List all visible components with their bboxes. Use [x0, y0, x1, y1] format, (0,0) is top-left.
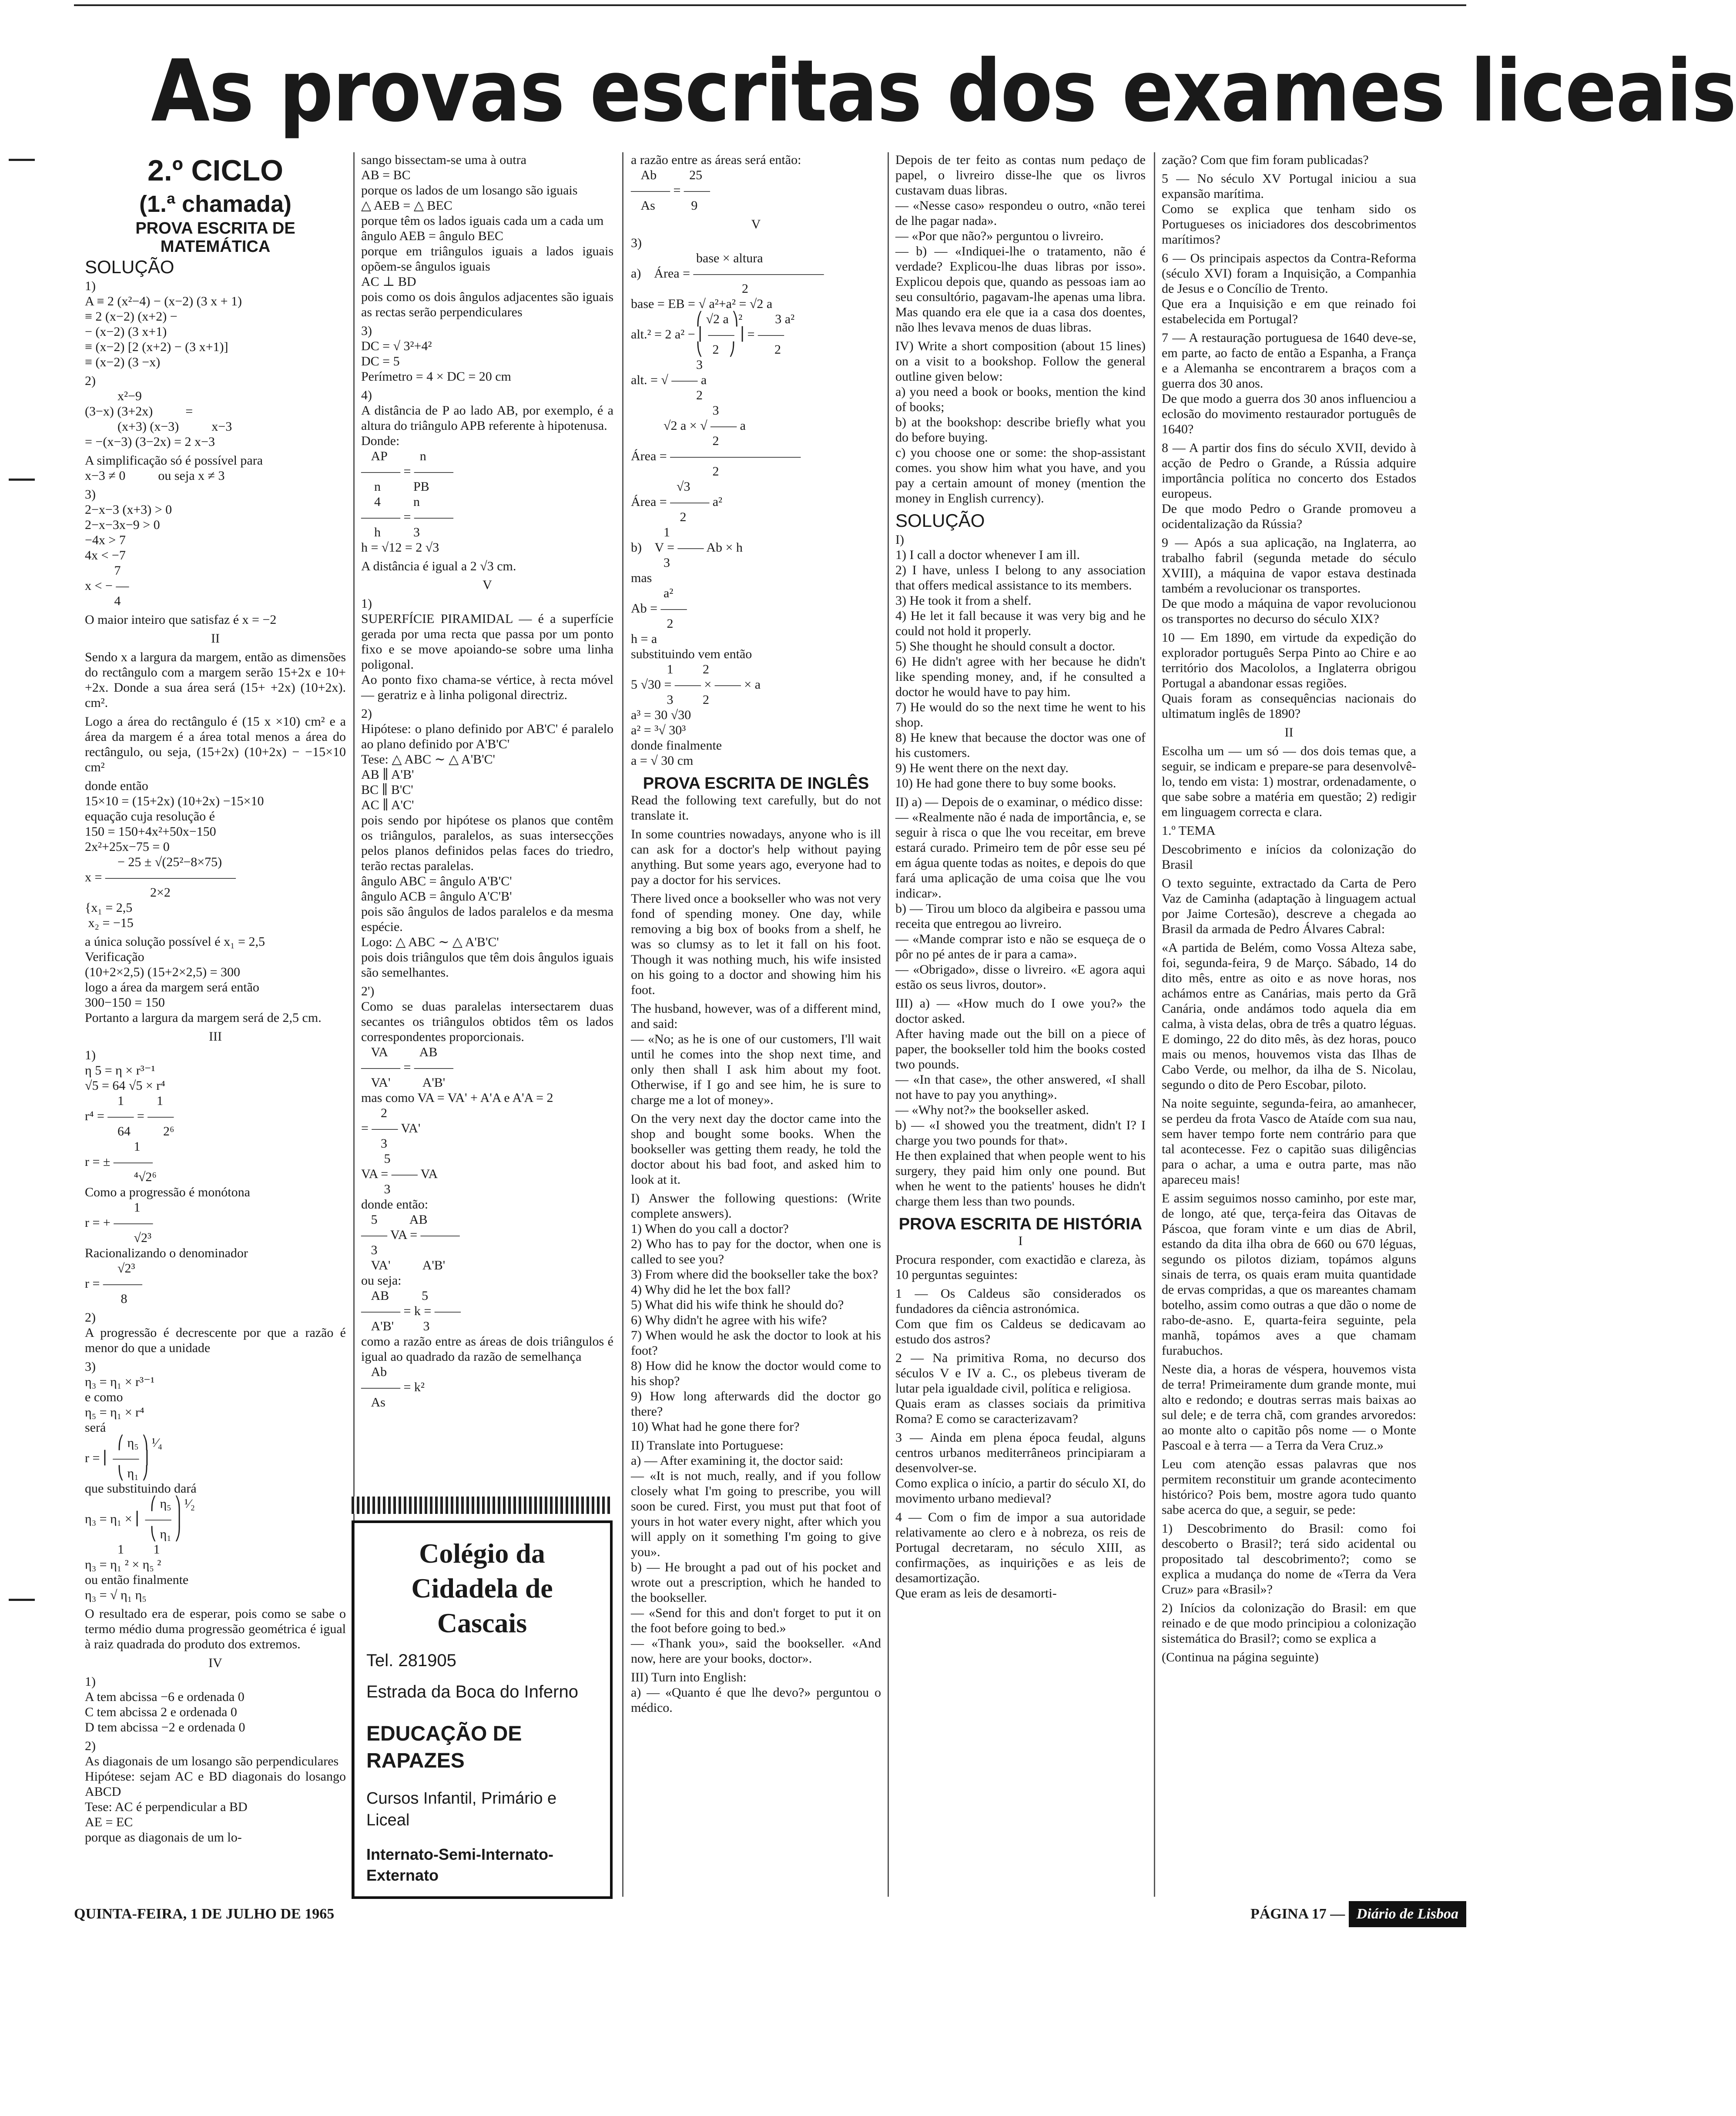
math-text-block: Logo a área do rectângulo é (15 x ×10) cm² e a área da margem é a área total menos a área do rectângulo, ou seja, (15+2x) (10+2x) − −15×10 cm² — [85, 714, 349, 774]
english-text-block: Read the following text carefully, but do not translate it. — [631, 793, 885, 823]
math-text-block: 2) A progressão é decrescente por que a razão é menor do que a unidade — [85, 1310, 346, 1355]
geometry-text-block: 2') Como se duas paralelas intersectarem duas secantes os triângulos obtidos têm os lados correspondentes proporcionais. VA AB ——— = ——— VA' A'B' mas como VA = VA' + A'A e A'A = 2 2 = —— VA' 3 5 VA = —— VA 3 donde então: 5 AB —— VA = ——— 3 VA' A'B' ou seja: AB 5 ——— = k = —— A'B' 3 como a razão entre as áreas de dois triângulos é igual ao quadrado da razão de semelhança Ab ——— = k² As — [361, 984, 613, 1410]
call-heading: (1.ª chamada) — [139, 191, 292, 217]
english-solution-block: I) 1) I call a doctor whenever I am ill. 2) I have, unless I belong to any association that offers medical assistance to its members. 3) He took it from a shelf. 4) He let it fall because it was very big and he could not hold it properly. 5) She thought he should consult a doctor. 6) He didn't agree with her because he didn't like spending money, and, if he consulted a doctor he would have to pay him. 7) He would do so the next time he went to his shop. 8) He knew that because the doctor was one of his customers. 9) He went there on the next day. 10) He had gone there to buy some books. — [895, 532, 1146, 790]
english-text-block: II) Translate into Portuguese: a) — After examining it, the doctor said: — «It is not much, really, and if you follow closely what I'm going to prescribe, you will soon be cured. First, you must put that foot of yours in hot water every night, after which you will apply on it something I'm going to give you». b) — He brought a pad out of his pocket and wrote out a prescription, which he handed to the bookseller. — «Send for this and don't forget to put it on the foot before going to bed.» — «Thank you», said the bookseller. «And now, here are your books, doctor». — [631, 1438, 881, 1666]
geometry-text-block: 3) DC = √ 3²+4² DC = 5 Perímetro = 4 × DC = 20 cm — [361, 324, 511, 384]
history-question-block: Procura responder, com exactidão e clareza, às 10 perguntas seguintes: — [895, 1252, 1149, 1282]
history-text-block: (Continua na página seguinte) — [1162, 1650, 1319, 1664]
ad-courses: Cursos Infantil, Primário e Liceal — [366, 1789, 557, 1829]
math-text-block: III — [209, 1029, 222, 1044]
page-footer — [74, 1901, 1466, 1927]
headline: As provas escritas dos exames liceais — [151, 42, 1736, 141]
ad-regime: Internato-Semi-Internato-Externato — [366, 1845, 554, 1884]
geometry-text-block: 4) A distância de P ao lado AB, por exemplo, é a altura do triângulo APB referente à hipotenusa. Donde: AP n ——— = ——— n PB 4 n ——— = ——— h 3 h = √12 = 2 √3 — [361, 388, 613, 555]
history-text-block: 1.º TEMA — [1162, 824, 1216, 838]
history-question-block: 1 — Os Caldeus são considerados os fundadores da ciência astronómica. Com que fim os Caldeus se dedicavam ao estudo dos astros? — [895, 1286, 1146, 1346]
history-question-block: I — [1018, 1234, 1023, 1248]
english-solution-heading: SOLUÇÃO — [895, 510, 985, 531]
column-history-continued — [1162, 152, 1420, 1897]
english-body — [631, 793, 885, 1715]
history-text-block: O texto seguinte, extractado da Carta de Pero Vaz de Caminha (adaptação à linguagem actual por Jaime Cortesão), descreve a chegada ao Brasil da armada de Pedro Álvares Cabral: — [1162, 876, 1420, 936]
english-continued-body — [895, 152, 1146, 506]
english-text-block: I) Answer the following questions: (Write complete answers). 1) When do you call a doctor? 2) Who has to pay for the doctor, when one is called to see you? 3) From where did the bookseller take the box? 4) Why did he let the box fall? 5) What did his wife think he should do? 6) Why didn't he agree with his wife? 7) When would he ask the doctor to look at his foot? 8) How did he know the doctor would come to his shop? 9) How long afterwards did the doctor go there? 10) What had he gone there for? — [631, 1191, 881, 1434]
history-text-block: 2) Inícios da colonização do Brasil: em que reinado e de que modo principiou a colonização sistemática do Brasil?; como se explica a — [1162, 1601, 1420, 1646]
english-text-block: On the very next day the doctor came into the shop and bought some books. When the bookseller was getting them ready, he told the doctor about his bad foot, and asked him to look at it. — [631, 1112, 885, 1187]
subject-heading: PROVA ESCRITA DE MATEMÁTICA — [135, 219, 295, 256]
math-text-block: donde então 15×10 = (15+2x) (10+2x) −15×10 equação cuja resolução é 150 = 150+4x²+50x−150 2x²+25x−75 = 0 − 25 ± √(25²−8×75) x = —————————— 2×2 {x₁ = 2,5 x₂ = −15 — [85, 779, 264, 930]
history-question-block: 3 — Ainda em plena época feudal, alguns centros urbanos mediterrâneos principiaram a desenvolver-se. Como explica o início, a partir do século XI, do movimento urbano medieval? — [895, 1430, 1146, 1506]
english-heading: PROVA ESCRITA DE INGLÊS — [643, 774, 869, 793]
column-english — [631, 152, 885, 1897]
margin-mark — [9, 479, 35, 481]
math-text-block: 2) x²−9 (3−x) (3+2x) = (x+3) (x−3) x−3 = −(x−3) (3−2x) = 2 x−3 — [85, 374, 232, 449]
footer-date: QUINTA-FEIRA, 1 DE JULHO DE 1965 — [74, 1906, 335, 1922]
history-heading: PROVA ESCRITA DE HISTÓRIA — [898, 1215, 1143, 1233]
cycle-heading: 2.º CICLO — [147, 154, 283, 187]
history-question-block: 2 — Na primitiva Roma, no decurso dos séculos V e IV a. C., os plebeus tiveram de lutar pela igualdade civil, política e religiosa. Quais eram as classes sociais da primitiva Roma? E como se caracterizavam? — [895, 1351, 1146, 1426]
ad-divider — [352, 1497, 613, 1514]
math-text-block: 1) A tem abcissa −6 e ordenada 0 C tem abcissa 2 e ordenada 0 D tem abcissa −2 e ordenada 0 — [85, 1674, 245, 1734]
english-text-block: There lived once a bookseller who was not very fond of spending money. One day, while removing a big box of books from a shelf, he was so clumsy as to let it fall on his foot. Though it was nothing much, his wife insisted on his going to a doctor and showing him his foot. — [631, 891, 885, 997]
english-text-block: III) Turn into English: a) — «Quanto é que lhe devo?» perguntou o médico. — [631, 1670, 881, 1715]
solution-heading: SOLUÇÃO — [85, 257, 174, 277]
geometry-text-block: 1) SUPERFÍCIE PIRAMIDAL — é a superfície gerada por uma recta que passa por um ponto fixo e se move apoiando-se sobre uma linha poligonal. Ao ponto fixo chama-se vértice, à recta móvel — geratriz e à linha poligonal directriz. — [361, 596, 613, 702]
geometry-text-block: A distância é igual a 2 √3 cm. — [361, 559, 516, 573]
margin-mark — [9, 1599, 35, 1601]
column-mathematics — [85, 152, 349, 1897]
history-text-block: Descobrimento e inícios da colonização do Brasil — [1162, 842, 1420, 872]
history-text-block: E assim seguimos nosso caminho, por este mar, de longo, até que, terça-feira das Oitavas de Páscoa, que foram vinte e um dias de Abril, estando da dita ilha obra de 660 ou 670 léguas, segundo os pilotos diziam, topámos alguns sinais de terra, os quais eram muita quantidade de ervas compridas, a que os mareantes chamam botelho, assim como outras a que dão o nome de rabo-de-asno. E, quarta-feira seguinte, pela manhã, topámos aves a que chamam furabuchos. — [1162, 1191, 1420, 1358]
english-solution-block: II) a) — Depois de o examinar, o médico disse: — «Realmente não é nada de importância, e, se seguir à risca o que lhe vou receitar, em breve estará curado. Primeiro tem de pôr esse seu pé em água quente todas as noites, e depois do que fará uma aplicação de uma coisa que lhe vou indicar». b) — Tirou um bloco da algibeira e passou uma receita que entregou ao livreiro. — «Mande comprar isto e não se esqueça de o pôr no pé antes de ir para a cama». — «Obrigado», disse o livreiro. «E agora aqui estão os seus livros, doutor». — [895, 795, 1146, 992]
history-text-block: 8 — A partir dos fins do século XVII, devido à acção de Pedro o Grande, a Rússia adquire importância política no concerto dos Estados europeus. De que modo Pedro o Grande promoveu a ocidentalização da Rússia? — [1162, 441, 1416, 531]
top-rule — [74, 4, 1466, 6]
area-text-block: 3) base × altura a) Área = —————————— 2 base = EB = √ a²+a² = √2 a ⎛ √2 a ⎞² 3 a² alt.² = 2 a² − ⎜ —— ⎟ = —— ⎝ 2 ⎠ 2 3 alt. = √ —— a 2 3 √2 a × √ —— a 2 Área = —————————— 2 √3 Área = ——— a² 2 1 b) V = —— Ab × h 3 mas a² Ab = —— 2 h = a substituindo vem então 1 2 5 √30 = —— × —— × a 3 2 a³ = 30 √30 a² = ³√ 30³ donde finalmente a = √ 30 cm — [631, 236, 824, 768]
column-divider — [622, 152, 623, 1897]
margin-mark — [9, 159, 35, 161]
math-text-block: II — [211, 631, 220, 646]
ad-title: Colégio da Cidadela de Cascais — [411, 1538, 553, 1638]
math-text-block: 1) η 5 = η × r³⁻¹ √5 = 64 √5 × r⁴ 1 1 r⁴ = —— = —— 64 2⁶ 1 r = ± ——— ⁴√2⁶ Como a progressão é monótona 1 r = + ——— √2³ Racionalizando o denominador √2³ r = ——— 8 — [85, 1048, 250, 1306]
english-text-block: In some countries nowadays, anyone who is ill can ask for a doctor's help without paying anything. But some years ago, everyone had to pay a doctor for his services. — [631, 827, 885, 887]
column-divider — [888, 152, 889, 1897]
math-text-block: 1) A ≡ 2 (x²−4) − (x−2) (3 x + 1) ≡ 2 (x−2) (x+2) − − (x−2) (3 x+1) ≡ (x−2) [2 (x+2) − (3 x+1)] ≡ (x−2) (3 −x) — [85, 279, 242, 369]
english-text-block: Depois de ter feito as contas num pedaço de papel, o livreiro disse-lhe que os livros custavam duas libras. — «Nesse caso» respondeu o outro, «não terei de lhe pagar nada». — «Por que não?» perguntou o livreiro. — b) — «Indiquei-lhe o tratamento, não é verdade? Explicou-lhe duas libras por isso». Explicou depois que, quando as pessoas iam ao seu consultório, pagavam-lhe apenas uma libra. Mas quando era ele que ia a casa dos doentes, não lhes levava menos de duas libras. — [895, 153, 1146, 335]
newspaper-logo: Diário de Lisboa — [1349, 1901, 1466, 1927]
school-advertisement — [352, 1520, 613, 1899]
math-text-block: 3) η₃ = η₁ × r³⁻¹ e como η₅ = η₁ × r⁴ será ⎛ η₅ ⎞ ¹⁄₄ r = ⎜ —— ⎟ ⎝ η₁ ⎠ que substituindo dará ⎛ η₅ ⎞ ¹⁄₂ η₃ = η₁ × ⎜ —— ⎟ ⎝ η₁ ⎠ 1 1 η₃ = η₁ ² × η₅ ² ou então finalmente η₃ = √ η₁ η₅ — [85, 1359, 197, 1602]
area-solution-body — [631, 152, 881, 768]
math-text-block: a única solução possível é x₁ = 2,5 Verificação (10+2×2,5) (15+2×2,5) = 300 logo a área da margem será então 300−150 = 150 Portanto a largura da margem será de 2,5 cm. — [85, 934, 322, 1025]
math-text-block: Sendo x a largura da margem, então as dimensões do rectângulo com a margem serão 15+2x e 10+ +2x. Donde a sua área será (15+ +2x) (10+2x). cm². — [85, 650, 349, 710]
math-text-block: 2) As diagonais de um losango são perpendiculares Hipótese: sejam AC e BD diagonais do losango ABCD Tese: AC é perpendicular a BD AE = EC porque as diagonais de um lo- — [85, 1739, 346, 1845]
geometry-text-block: sango bissectam-se uma à outra AB = BC porque os lados de um losango são iguais △ AEB = △ BEC porque têm os lados iguais cada um a cada um ângulo AEB = ângulo BEC porque em triângulos iguais a lados iguais opõem-se ângulos iguais AC ⊥ BD pois como os dois ângulos adjacentes são iguais as rectas serão perpendiculares — [361, 153, 613, 319]
history-text-block: «A partida de Belém, como Vossa Alteza sabe, foi, segunda-feira, 9 de Março. Sábado, 14 do dito mês, entre as oito e as nove horas, nos achámos entre as Canárias, mais perto da Grã Canária, onde andámos todo aquela dia em calma, à vista delas, obra de três a quatro léguas. E domingo, 22 do dito mês, às dez horas, pouco mais ou menos, houvemos vista das Ilhas de Cabo Verde, ou melhor, da ilha de S. Nicolau, segundo o dito de Pero Escobar, piloto. — [1162, 941, 1420, 1092]
english-solution-block: III) a) — «How much do I owe you?» the doctor asked. After having made out the bill on a piece of paper, the bookseller told him the books costed two pounds. — «In that case», the other answered, «I shall not have to pay you anything». — «Why not?» the bookseller asked. b) — «I showed you the treatment, didn't I? I charge you two pounds for that». He then explained that when people went to his surgery, they paid him only one pound. But when he went to the patients' houses he didn't charge them less than two pounds. — [895, 996, 1146, 1209]
geometry-text-block: V — [483, 578, 492, 592]
history-text-block: 5 — No século XV Portugal iniciou a sua expansão marítima. Como se explica que tenham sido os Portugueses os iniciadores dos descobrimentos marítimos? — [1162, 171, 1416, 247]
english-text-block: IV) Write a short composition (about 15 lines) on a visit to a bookshop. Follow the general outline given below: a) you need a book or books, mention the kind of books; b) at the bookshop: describe briefly what you do before buying. c) you choose one or some: the shop-assistant comes. you show him what you have, and you pay a certain amount of money (mention the money in English currency). — [895, 339, 1146, 506]
history-text-block: 9 — Após a sua aplicação, na Inglaterra, ao trabalho fabril (segunda metade do século XVIII), a máquina de vapor estava destinada também a revolucionar os transportes. De que modo a máquina de vapor revolucionou os transportes no decurso do século XIX? — [1162, 536, 1416, 626]
history-text-block: Na noite seguinte, segunda-feira, ao amanhecer, se perdeu da frota Vasco de Ataíde com sua nau, sem haver tempo forte nem contrário para que tal acontecesse. Fez o capitão suas diligências para o achar, a uma e outra parte, mas não apareceu mais! — [1162, 1096, 1420, 1187]
english-text-block: The husband, however, was of a different mind, and said: — «No; as he is one of our customers, I'll wait until he comes into the shop next time, and only then shall I ask him about my foot. Otherwise, if I go and see him, he is sure to charge me a lot of money». — [631, 1001, 881, 1107]
geometry-body — [361, 152, 613, 1410]
column-divider — [1154, 152, 1155, 1897]
math-text-block: O resultado era de esperar, pois como se sabe o termo médio duma progressão geométrica é igual à raiz quadrada do produto dos extremos. — [85, 1607, 349, 1651]
history-continued-body — [1162, 152, 1420, 1665]
column-solutions-history — [895, 152, 1149, 1897]
history-question-block: 4 — Com o fim de impor a sua autoridade relativamente ao clero e à nobreza, os reis de Portugal decretaram, no século XIII, as confirmações, as inquirições e as leis de desamortização. Que eram as leis de desamorti- — [895, 1510, 1146, 1600]
math-text-block: O maior inteiro que satisfaz é x = −2 — [85, 613, 277, 627]
footer-right — [1250, 1901, 1466, 1927]
column-geometry — [361, 152, 613, 1483]
history-text-block: zação? Com que fim foram publicadas? — [1162, 153, 1369, 167]
geometry-text-block: 2) Hipótese: o plano definido por AB'C' é paralelo ao plano definido por A'B'C' Tese: △ ABC ∼ △ A'B'C' AB ∥ A'B' BC ∥ B'C' AC ∥ A'C' pois sendo por hipótese os planos que contêm os triângulos, paralelos, as suas intersecções pelos planos definidos pelas faces do triedro, terão rectas paralelas. ângulo ABC = ângulo A'B'C' ângulo ACB = ângulo A'C'B' pois são ângulos de lados paralelos e da mesma espécie. Logo: △ ABC ∼ △ A'B'C' pois dois triângulos que têm dois ângulos iguais são semelhantes. — [361, 706, 613, 980]
history-text-block: 6 — Os principais aspectos da Contra-Reforma (século XVI) foram a Inquisição, a Companhia de Jesus e o Concílio de Trento. Que era a Inquisição e em que reinado foi estabelecida em Portugal? — [1162, 251, 1416, 326]
history-text-block: II — [1284, 725, 1294, 740]
footer-page: PÁGINA 17 — — [1250, 1906, 1345, 1922]
history-text-block: 1) Descobrimento do Brasil: como foi descoberto o Brasil?; terá sido acidental ou propositado tal descobrimento?; como se explica a mudança do nome de «Terra da Vera Cruz» para «Brasil»? — [1162, 1521, 1420, 1597]
math-solution-body — [85, 278, 349, 1845]
history-text-block: Neste dia, a horas de véspera, houvemos vista de terra! Primeiramente dum grande monte, mui alto e redondo; e doutras serras mais baixas ao sul dele; e de terra chã, com grandes arvoredos: ao monte alto o capitão pôs nome — o Monte Pascoal e à terra — a Terra da Vera Cruz.» — [1162, 1362, 1420, 1453]
history-text-block: Escolha um — um só — dos dois temas que, a seguir, se indicam e prepare-se para desenvolvê-lo, tendo em vista: 1) mostrar, ordenadamente, o que sabe sobre a matéria em questão; 2) redigir em linguagem correcta e clara. — [1162, 744, 1420, 819]
area-text-block: V — [751, 217, 761, 231]
math-text-block: 3) 2−x−3 (x+3) > 0 2−x−3x−9 > 0 −4x > 7 4x < −7 7 x < − — 4 — [85, 487, 172, 608]
math-text-block: A simplificação só é possível para x−3 ≠ 0 ou seja x ≠ 3 — [85, 453, 263, 483]
history-text-block: 10 — Em 1890, em virtude da expedição do explorador português Serpa Pinto ao Chire e ao território dos Macololos, a Inglaterra obrigou Portugal a abandonar essas regiões. Quais foram as consequências nacionais do ultimatum inglês de 1890? — [1162, 630, 1416, 721]
area-text-block: a razão entre as áreas será então: Ab 25 ——— = —— As 9 — [631, 153, 801, 213]
history-body — [895, 1233, 1149, 1601]
ad-address: Estrada da Boca do Inferno — [366, 1682, 578, 1701]
english-solution-body — [895, 532, 1146, 1209]
ad-phone: Tel. 281905 — [366, 1651, 456, 1670]
ad-heading: EDUCAÇÃO DE RAPAZES — [366, 1722, 522, 1772]
history-text-block: 7 — A restauração portuguesa de 1640 deve-se, em parte, ao facto de então a Espanha, a França e a Alemanha se encontrarem a braços com a guerra dos 30 anos. De que modo a guerra dos 30 anos influenciou a eclosão do movimento restaurador português de 1640? — [1162, 331, 1416, 436]
history-text-block: Leu com atenção essas palavras que nos permitem reconstituir um grande acontecimento histórico? Pois bem, mostre agora tudo quanto sabe acerca do que, a seguir, se pede: — [1162, 1457, 1420, 1517]
math-text-block: IV — [208, 1656, 222, 1670]
